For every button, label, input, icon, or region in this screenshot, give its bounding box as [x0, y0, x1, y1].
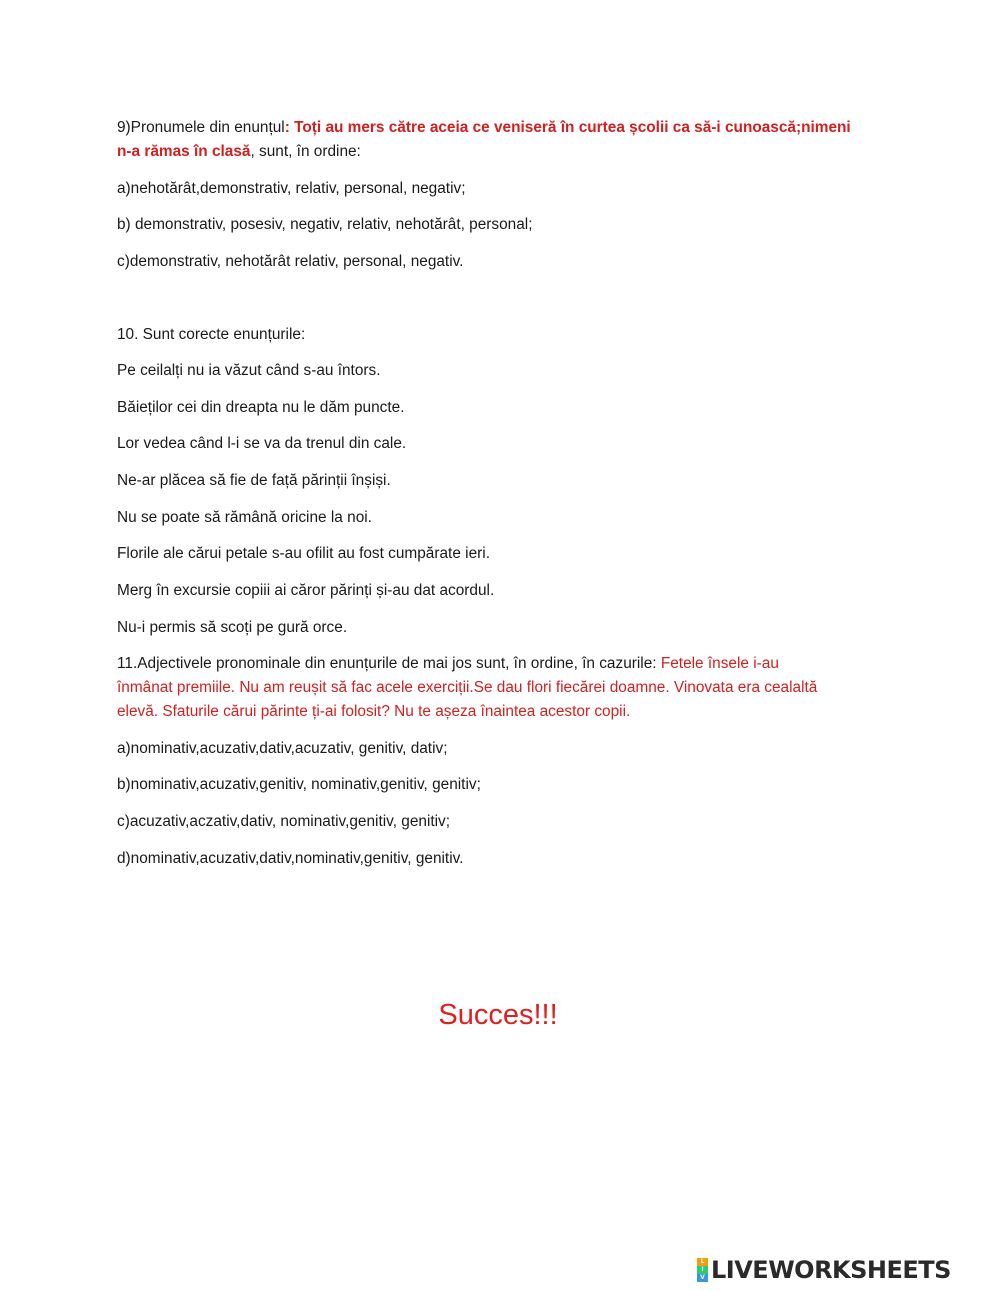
logo-text: LIVEWORKSHEETS	[711, 1256, 951, 1284]
liveworksheets-logo	[697, 1255, 951, 1285]
q11-option-b: b)nominativ,acuzativ,genitiv, nominativ,genitiv, genitiv;	[117, 776, 481, 793]
q9-line-2	[117, 140, 361, 164]
q11-option-a: a)nominativ,acuzativ,dativ,acuzativ, genitiv, dativ;	[117, 740, 448, 757]
closing-text	[0, 997, 1000, 1033]
q11-option-c: c)acuzativ,aczativ,dativ, nominativ,genitiv, genitiv;	[117, 813, 451, 830]
closing-label: Succes!!!	[438, 999, 558, 1031]
q10-sentence: Nu se poate să rămână oricine la noi.	[117, 509, 372, 526]
q10-sentence: Ne-ar plăcea să fie de față părinții înșiși.	[117, 472, 391, 489]
logo-mark-letter: V	[697, 1274, 708, 1282]
q9-option-b: b) demonstrativ, posesiv, negativ, relativ, nehotărât, personal;	[117, 216, 533, 233]
q11-option-d: d)nominativ,acuzativ,dativ,nominativ,genitiv, genitiv.	[117, 850, 464, 867]
q11-red-line-1: Fetele însele i-au	[660, 655, 779, 672]
q10-sentence: Nu-i permis să scoți pe gură orce.	[117, 619, 348, 636]
q10-sentence: Băieților cei din dreapta nu le dăm puncte.	[117, 399, 405, 416]
q9-suffix: , sunt, în ordine:	[250, 143, 361, 160]
q9-line-1	[117, 116, 851, 140]
q9-quote-line-2: n-a rămas în clasă	[117, 143, 251, 160]
q9-option-c: c)demonstrativ, nehotărât relativ, personal, negativ.	[117, 253, 464, 270]
q11-red-line-3: elevă. Sfaturile cărui părinte ți-ai folosit? Nu te așeza înaintea acestor copii.	[117, 703, 631, 720]
q10-sentence: Pe ceilalți nu ia văzut când s-au întors.	[117, 362, 381, 379]
q10-sentence: Lor vedea când l-i se va da trenul din cale.	[117, 435, 407, 452]
q9-option-a: a)nehotărât,demonstrativ, relativ, personal, negativ;	[117, 180, 466, 197]
q10-sentence: Merg în excursie copiii ai căror părinți și-au dat acordul.	[117, 582, 495, 599]
logo-mark-letter: I	[697, 1266, 708, 1274]
q11-prefix: 11.Adjectivele pronominale din enunțurile de mai jos sunt, în ordine, în cazurile:	[117, 655, 661, 672]
q10-title: 10. Sunt corecte enunțurile:	[117, 326, 306, 343]
q11-line-1	[117, 652, 779, 676]
logo-mark-icon	[697, 1258, 708, 1282]
q9-quote-line-1: : Toți au mers către aceia ce veniseră în curtea școlii ca să-i cunoască;nimeni	[284, 119, 851, 136]
logo-mark-letter: L	[697, 1258, 708, 1266]
q9-prefix: 9)Pronumele din enunțul	[117, 119, 285, 136]
q10-sentence: Florile ale cărui petale s-au ofilit au fost cumpărate ieri.	[117, 545, 490, 562]
q11-red-line-2: înmânat premiile. Nu am reușit să fac acele exerciții.Se dau flori fiecărei doamne. Vinovata era cealaltă	[117, 679, 818, 696]
